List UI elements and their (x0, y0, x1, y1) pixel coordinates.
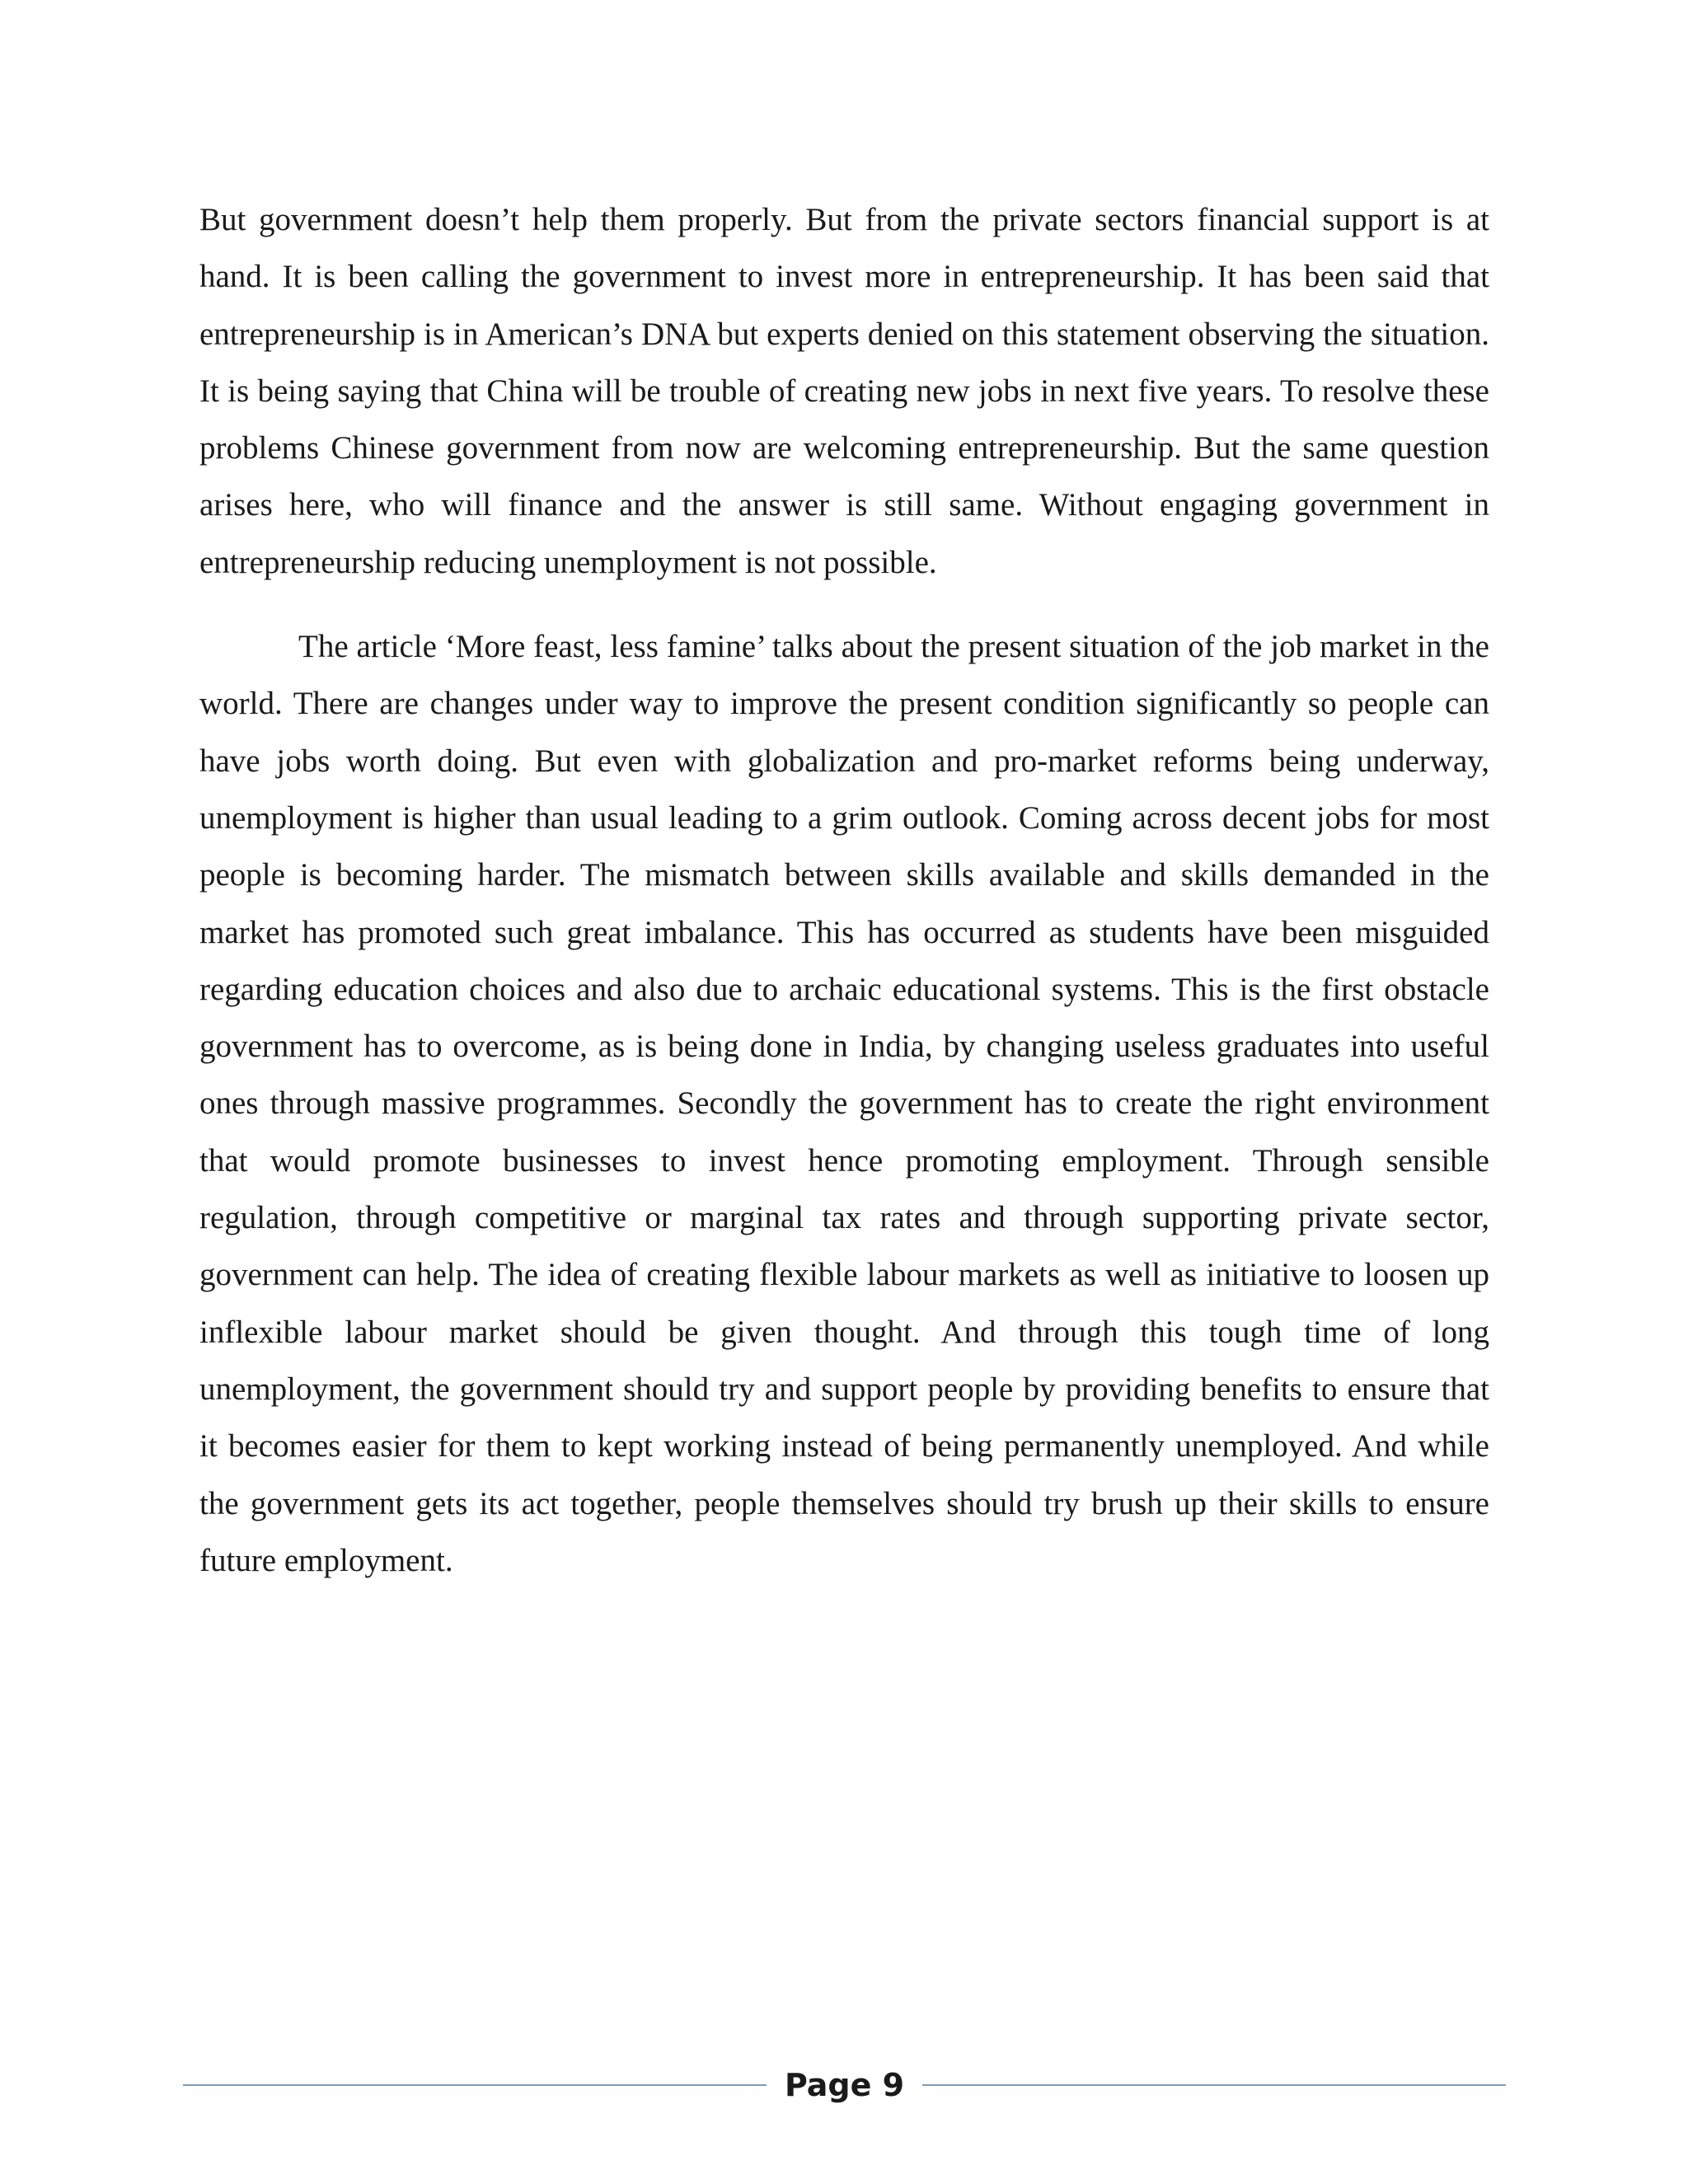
paragraph-1: But government doesn’t help them properly. But from the private sectors financial support is at hand. It is been calling the government to invest more in entrepreneurship. It has been said that entrepreneurship is in American’s DNA but experts denied on this statement observing the situation. It is being saying that China will be trouble of creating new jobs in next five years. To resolve these problems Chinese government from now are welcoming entrepreneurship. But the same question arises here, who will finance and the answer is still same. Without engaging government in entrepreneurship reducing unemployment is not possible. (199, 202, 1489, 580)
page-footer (183, 2060, 1506, 2110)
document-body (199, 191, 1489, 1589)
footer-rule-right (922, 2084, 1506, 2086)
paragraph-2: The article ‘More feast, less famine’ talks about the present situation of the job market in the world. There are changes under way to improve the present condition significantly so people can have jobs worth doing. But even with globalization and pro-market reforms being underway, unemployment is higher than usual leading to a grim outlook. Coming across decent jobs for most people is becoming harder. The mismatch between skills available and skills demanded in the market has promoted such great imbalance. This has occurred as students have been misguided regarding education choices and also due to archaic educational systems. This is the first obstacle government has to overcome, as is being done in India, by changing useless graduates into useful ones through massive programmes. Secondly the government has to create the right environment that would promote businesses to invest hence promoting employment. Through sensible regulation, through competitive or marginal tax rates and through supporting private sector, government can help. The idea of creating flexible labour markets as well as initiative to loosen up inflexible labour market should be given thought. And through this tough time of long unemployment, the government should try and support people by providing benefits to ensure that it becomes easier for them to kept working instead of being permanently unemployed. And while the government gets its act together, people themselves should try brush up their skills to ensure future employment. (199, 629, 1489, 1578)
page-number: Page 9 (784, 2067, 905, 2103)
footer-rule-left (183, 2084, 767, 2086)
